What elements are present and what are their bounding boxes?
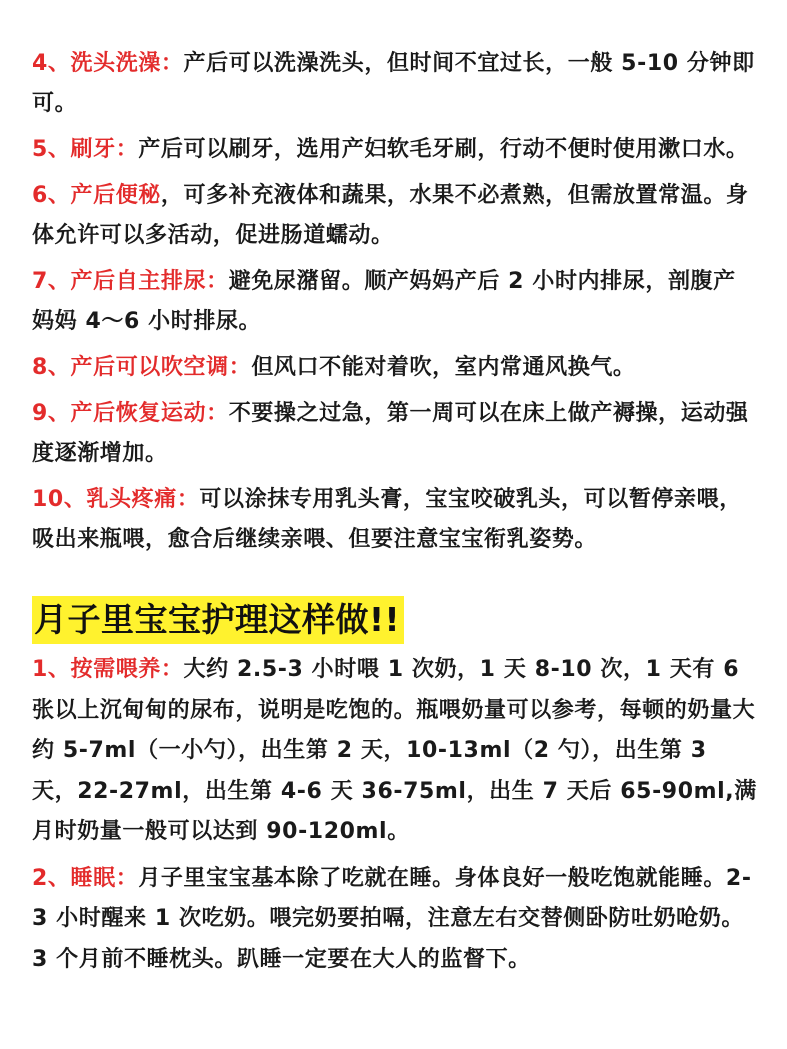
care-text: 大约 2.5-3 小时喂 1 次奶，1 天 8-10 次，1 天有 6 张以上沉甸甸的尿布，说明是吃饱的。瓶喂奶量可以参考，每顿的奶量大约 5-7ml（一小勺），出生第 2 天，10-13ml（2 勺），出生第 3 天，22-27ml，出生第 4-6 天 36-75ml，出生 7 天后 65-90ml,满月时奶量一般可以达到 90-120ml。 <box>32 657 757 844</box>
tip-label: 9、产后恢复运动： <box>32 401 229 426</box>
tip-item-brushing <box>32 130 757 170</box>
tip-text: 产后可以刷牙，选用产妇软毛牙刷，行动不便时使用漱口水。 <box>138 137 749 162</box>
tip-text: 避免尿潴留。顺产妈妈产后 2 小时内排尿，剖腹产妈妈 4～6 小时排尿。 <box>32 269 736 334</box>
tip-label: 8、产后可以吹空调： <box>32 355 252 380</box>
section-title: 月子里宝宝护理这样做!! <box>32 596 404 644</box>
tip-label: 5、刷牙： <box>32 137 139 162</box>
tip-label: 7、产后自主排尿： <box>32 269 229 294</box>
care-item-sleep <box>32 859 757 981</box>
tip-text: 不要操之过急，第一周可以在床上做产褥操，运动强度逐渐增加。 <box>32 401 749 466</box>
tip-label: 10、乳头疼痛： <box>32 487 200 512</box>
care-label: 1、按需喂养： <box>32 657 184 682</box>
section-header <box>32 596 757 644</box>
postpartum-tips-list <box>32 44 757 560</box>
tip-text: ，可多补充液体和蔬果，水果不必煮熟，但需放置常温。身体允许可以多活动，促进肠道蠕动。 <box>32 183 749 248</box>
care-label: 2、睡眠： <box>32 865 139 891</box>
tip-item-washing <box>32 44 757 124</box>
baby-care-list <box>32 650 757 980</box>
tip-text: 但风口不能对着吹，室内常通风换气。 <box>251 355 636 380</box>
tip-label: 4、洗头洗澡： <box>32 51 184 76</box>
tip-item-nipple-pain <box>32 480 757 560</box>
care-text: 月子里宝宝基本除了吃就在睡。身体良好一般吃饱就能睡。2-3 小时醒来 1 次吃奶。喂完奶要拍嗝，注意左右交替侧卧防吐奶呛奶。3 个月前不睡枕头。趴睡一定要在大人的监督下。 <box>32 865 752 972</box>
tip-item-urination <box>32 262 757 342</box>
tip-item-constipation <box>32 176 757 256</box>
tip-text: 可以涂抹专用乳头膏，宝宝咬破乳头，可以暂停亲喂，吸出来瓶喂，愈合后继续亲喂、但要注意宝宝衔乳姿势。 <box>32 487 742 552</box>
tip-item-exercise <box>32 394 757 474</box>
tip-text: 产后可以洗澡洗头，但时间不宜过长，一般 5-10 分钟即可。 <box>32 51 755 116</box>
tip-item-air-conditioning <box>32 348 757 388</box>
care-item-feeding <box>32 650 757 853</box>
tip-label: 6、产后便秘 <box>32 183 161 208</box>
